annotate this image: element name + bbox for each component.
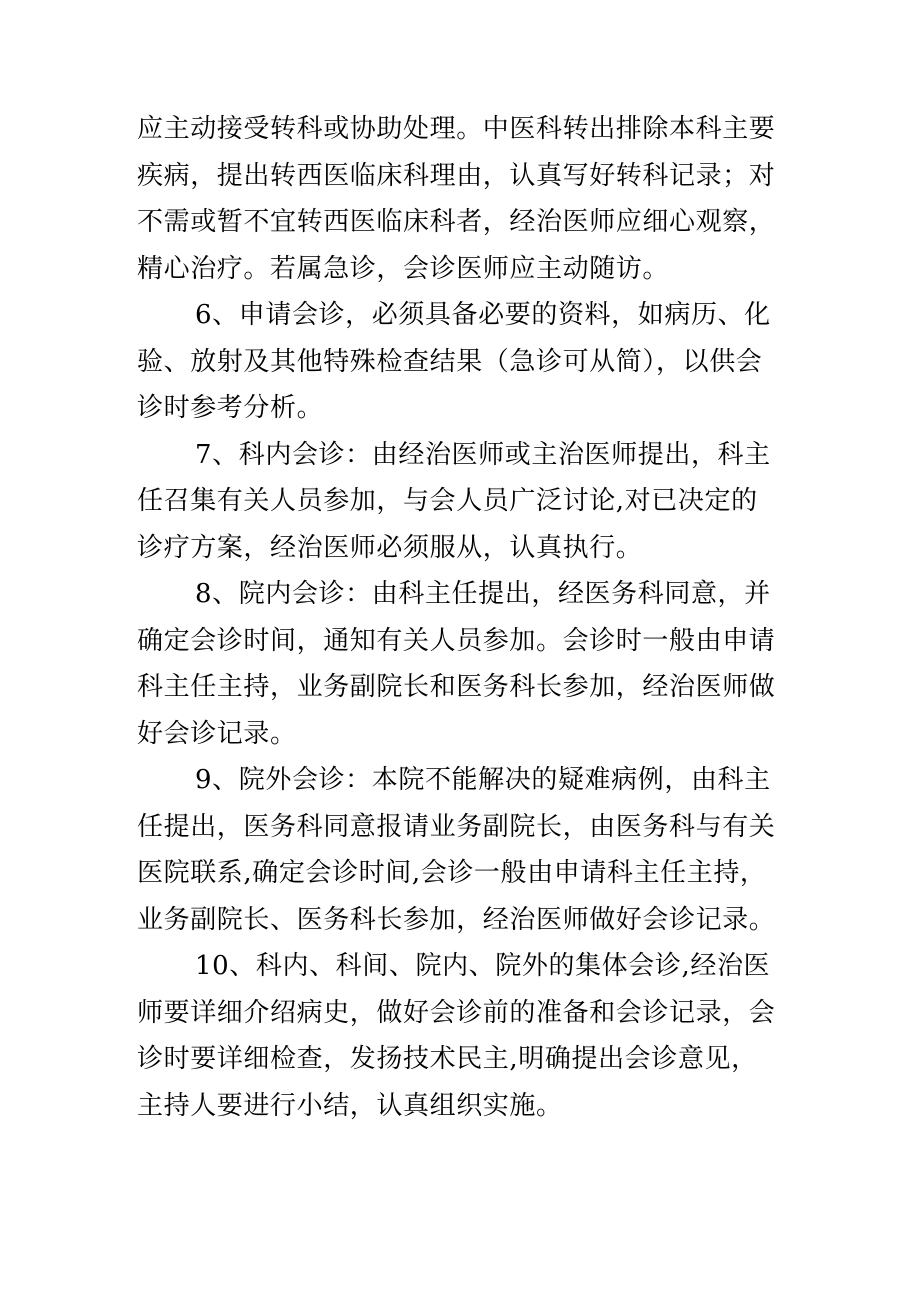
paragraph-item-6 bbox=[137, 292, 797, 432]
text-line: 主持人要进行小结，认真组织实施。 bbox=[137, 1090, 563, 1121]
text-line: 6、申请会诊，必须具备必要的资料，如病历、化 bbox=[195, 300, 771, 330]
document-body bbox=[137, 106, 797, 1129]
text-line: 诊疗方案，经治医师必须服从，认真执行。 bbox=[137, 532, 643, 563]
text-line: 医院联系,确定会诊时间,会诊一般由申请科主任主持， bbox=[137, 858, 767, 888]
text-line: 任提出，医务科同意报请业务副院长，由医务科与有关 bbox=[137, 811, 776, 842]
paragraph-continuation bbox=[137, 106, 797, 292]
text-line: 业务副院长、医务科长参加，经治医师做好会诊记录。 bbox=[137, 904, 776, 935]
text-line: 师要详细介绍病史，做好会诊前的准备和会诊记录，会 bbox=[137, 997, 776, 1028]
text-line: 好会诊记录。 bbox=[137, 718, 297, 749]
text-line: 9、院外会诊：本院不能解决的疑难病例，由科主 bbox=[195, 765, 771, 795]
text-line: 科主任主持，业务副院长和医务科长参加，经治医师做 bbox=[137, 672, 776, 702]
text-line: 诊时参考分析。 bbox=[137, 393, 324, 423]
text-line: 10、科内、科间、院内、院外的集体会诊,经治医 bbox=[195, 951, 771, 981]
text-line: 7、科内会诊：由经治医师或主治医师提出，科主 bbox=[195, 439, 771, 470]
text-line: 验、放射及其他特殊检查结果（急诊可从简），以供会 bbox=[137, 346, 763, 377]
text-line: 疾病，提出转西医临床科理由，认真写好转科记录；对 bbox=[137, 160, 776, 191]
text-line: 任召集有关人员参加，与会人员广泛讨论,对已决定的 bbox=[137, 486, 758, 516]
paragraph-item-7 bbox=[137, 432, 797, 572]
text-line: 确定会诊时间，通知有关人员参加。会诊时一般由申请 bbox=[137, 625, 776, 656]
text-line: 8、院内会诊：由科主任提出，经医务科同意，并 bbox=[195, 579, 771, 609]
text-line: 应主动接受转科或协助处理。中医科转出排除本科主要 bbox=[137, 114, 776, 144]
text-line: 诊时要详细检查，发扬技术民主,明确提出会诊意见， bbox=[137, 1044, 758, 1074]
paragraph-item-9 bbox=[137, 757, 797, 943]
paragraph-item-10 bbox=[137, 943, 797, 1129]
text-line: 不需或暂不宜转西医临床科者，经治医师应细心观察， bbox=[137, 207, 776, 237]
paragraph-item-8 bbox=[137, 571, 797, 757]
text-line: 精心治疗。若属急诊，会诊医师应主动随访。 bbox=[137, 253, 670, 284]
